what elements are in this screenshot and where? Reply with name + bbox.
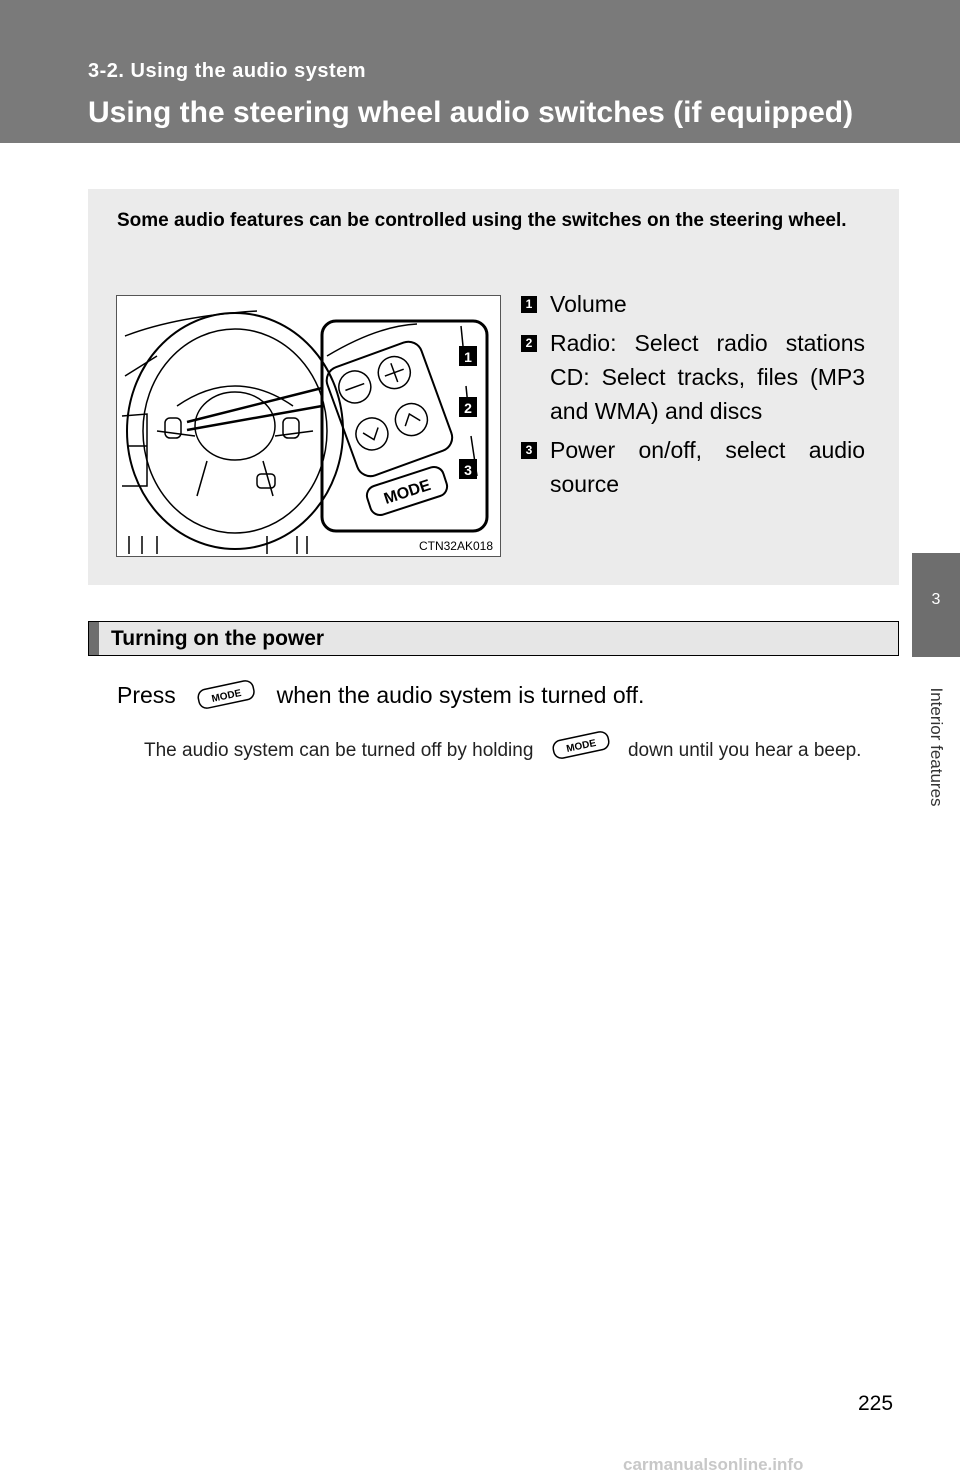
illustration-code: CTN32AK018 [418, 539, 493, 553]
steering-wheel-illustration [116, 295, 501, 557]
mode-button-icon [545, 730, 617, 770]
page-header [0, 0, 960, 143]
subsection-title: Turning on the power [111, 627, 325, 650]
power-off-note [144, 730, 894, 770]
mode-button-icon [190, 677, 262, 717]
steering-wheel-drawing [117, 296, 500, 556]
callout-volume [521, 287, 865, 321]
page-number: 225 [858, 1392, 894, 1415]
illustration-mode-label: MODE [382, 476, 433, 508]
note-text-start: The audio system can be turned off by holding [144, 740, 534, 761]
callout-list [521, 287, 865, 506]
mode-button-label: MODE [565, 737, 597, 755]
callout-text: Radio: Select radio stations CD: Select tracks, files (MP3 and WMA) and discs [550, 330, 865, 424]
subsection-header [88, 621, 899, 656]
callout-number: 1 [521, 296, 537, 313]
chapter-label: Interior features [927, 687, 946, 807]
intro-text: Some audio features can be controlled using the switches on the steering wheel. [117, 210, 847, 231]
power-instruction [117, 677, 644, 717]
marker-3: 3 [464, 462, 472, 478]
mode-button-label: MODE [210, 687, 243, 705]
subsection-accent [89, 622, 99, 655]
chapter-tab[interactable] [912, 553, 960, 657]
callout-text: Power on/off, select audio source [550, 437, 865, 497]
callout-mode [521, 433, 865, 501]
marker-2: 2 [464, 400, 472, 416]
page-title: Using the steering wheel audio switches (if equipped) [88, 96, 854, 129]
callout-text: Volume [550, 291, 627, 317]
chapter-number: 3 [931, 591, 941, 608]
marker-1: 1 [464, 349, 472, 365]
note-text-end: down until you hear a beep. [627, 740, 862, 761]
callout-tuning [521, 326, 865, 428]
callout-number: 2 [521, 335, 537, 352]
chapter-label-container [912, 657, 960, 837]
section-label: 3-2. Using the audio system [88, 60, 367, 82]
press-text: Press [117, 682, 176, 709]
watermark-text: carmanualsonline.info [623, 1455, 804, 1474]
callout-number: 3 [521, 442, 537, 459]
press-suffix-text: when the audio system is turned off. [276, 682, 645, 709]
